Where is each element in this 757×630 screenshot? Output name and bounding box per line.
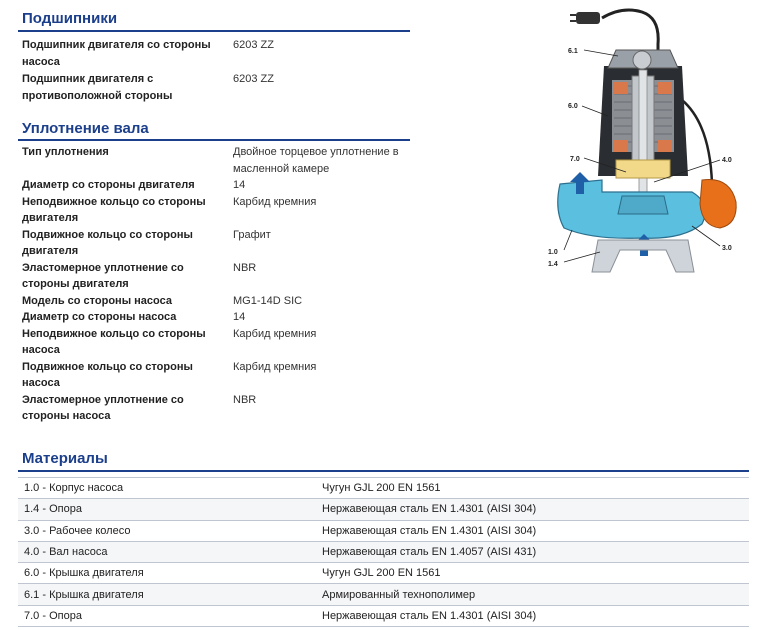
spec-label: Подвижное кольцо со стороны насоса — [22, 360, 193, 389]
callout-6-1: 6.1 — [568, 48, 578, 55]
spec-row — [22, 326, 422, 359]
spec-label: Эластомерное уплотнение со стороны насоса — [22, 393, 184, 422]
callout-7-0: 7.0 — [570, 156, 580, 163]
callout-4-0: 4.0 — [722, 157, 732, 164]
spec-row — [22, 309, 422, 326]
material-part: 4.0 - Вал насоса — [24, 546, 108, 559]
spec-value: Карбид кремния — [233, 327, 317, 340]
table-row — [18, 499, 749, 520]
spec-value: Карбид кремния — [233, 360, 317, 373]
materials-rule — [18, 470, 749, 472]
material-part: 1.0 - Корпус насоса — [24, 482, 124, 495]
plug-icon — [576, 12, 600, 24]
material-value: Чугун GJL 200 EN 1561 — [322, 482, 441, 495]
material-part: 7.0 - Опора — [24, 609, 82, 622]
spec-value: NBR — [233, 261, 257, 274]
materials-title: Материалы — [22, 450, 108, 467]
spec-row — [22, 260, 422, 293]
spec-value: 6203 ZZ — [233, 73, 274, 85]
spec-row — [22, 194, 422, 227]
spec-value: 6203 ZZ — [233, 39, 274, 51]
spec-value: Графит — [233, 228, 271, 241]
spec-row — [22, 293, 422, 310]
table-row — [18, 563, 749, 584]
material-value: Нержавеющая сталь EN 1.4301 (AISI 304) — [322, 524, 537, 537]
spec-value: 14 — [233, 311, 246, 323]
material-part: 3.0 - Рабочее колесо — [24, 524, 131, 537]
table-row — [18, 606, 749, 627]
spec-row — [22, 37, 422, 70]
spec-row — [22, 392, 422, 425]
material-value: Нержавеющая сталь EN 1.4057 (AISI 431) — [322, 546, 537, 559]
float-switch — [700, 179, 736, 228]
table-row — [18, 521, 749, 542]
spec-value: MG1-14D SIC — [233, 294, 303, 307]
seal-title: Уплотнение вала — [22, 120, 149, 137]
table-row — [18, 478, 749, 499]
material-part: 6.0 - Крышка двигателя — [24, 567, 144, 580]
oil-chamber — [616, 160, 670, 178]
spec-value: 14 — [233, 179, 246, 191]
spec-row — [22, 227, 422, 260]
spec-label: Модель со стороны насоса — [22, 294, 172, 307]
spec-label: Подвижное кольцо со стороны двигателя — [22, 228, 193, 257]
table-row — [18, 584, 749, 605]
material-value: Армированный технополимер — [322, 588, 476, 601]
spec-label: Тип уплотнения — [22, 146, 109, 158]
spec-label: Диаметр со стороны двигателя — [22, 179, 195, 191]
callout-3-0: 3.0 — [722, 245, 732, 252]
spec-value: Двойное торцевое уплотнение в масленной камере — [233, 146, 399, 175]
material-part: 6.1 - Крышка двигателя — [24, 588, 144, 601]
material-value: Чугун GJL 200 EN 1561 — [322, 567, 441, 580]
seal-rule — [18, 139, 410, 141]
seal-table — [22, 144, 422, 425]
spec-value: NBR — [233, 393, 257, 406]
shaft — [639, 70, 647, 200]
callout-1-0: 1.0 — [548, 249, 558, 256]
spec-label: Диаметр со стороны насоса — [22, 311, 177, 323]
bearings-title: Подшипники — [22, 10, 118, 27]
spec-row — [22, 71, 422, 104]
spec-label: Подшипник двигателя с противоположной стороны — [22, 73, 173, 102]
bearings-rule — [18, 30, 410, 32]
spec-label: Эластомерное уплотнение со стороны двигателя — [22, 261, 184, 290]
material-part: 1.4 - Опора — [24, 503, 82, 516]
spec-label: Неподвижное кольцо со стороны двигателя — [22, 195, 206, 224]
materials-table — [18, 477, 749, 627]
spec-value: Карбид кремния — [233, 195, 317, 208]
bearings-table — [22, 37, 422, 104]
material-value: Нержавеющая сталь EN 1.4301 (AISI 304) — [322, 503, 537, 516]
impeller — [618, 196, 668, 214]
spec-label: Подшипник двигателя со стороны насоса — [22, 39, 211, 68]
spec-label: Неподвижное кольцо со стороны насоса — [22, 327, 206, 356]
spec-row — [22, 177, 422, 194]
callout-6-0: 6.0 — [568, 103, 578, 110]
table-row — [18, 542, 749, 563]
spec-row — [22, 144, 422, 177]
material-value: Нержавеющая сталь EN 1.4301 (AISI 304) — [322, 609, 537, 622]
pump-cutaway-diagram — [542, 4, 750, 282]
spec-row — [22, 359, 422, 392]
callout-1-4: 1.4 — [548, 261, 558, 268]
